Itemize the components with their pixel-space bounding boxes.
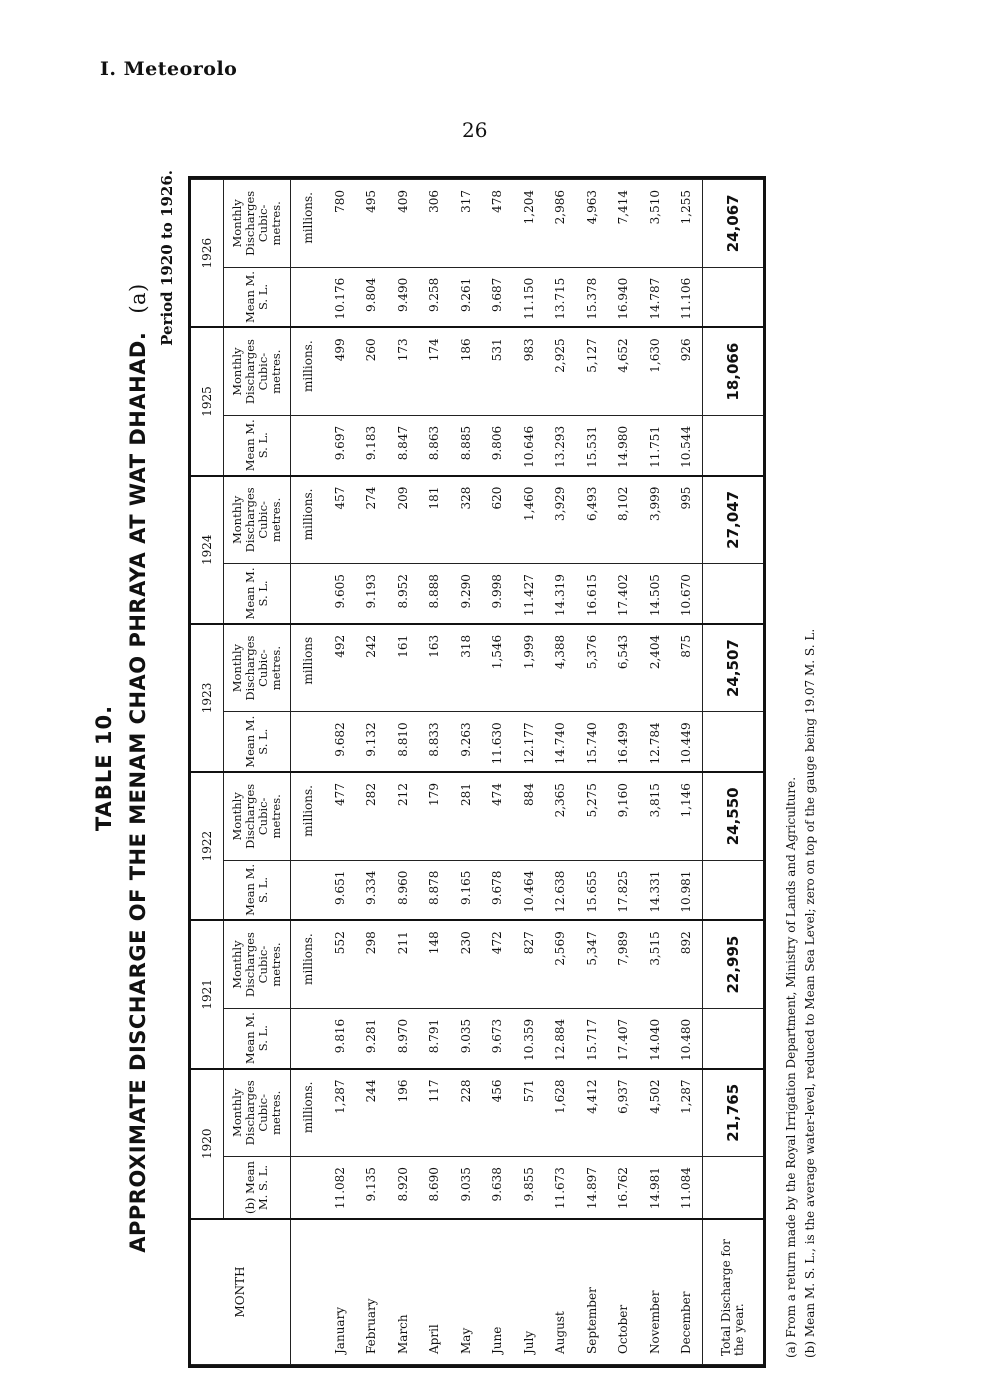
mean-msl-cell: 8.847 xyxy=(387,415,419,475)
month-label: November xyxy=(647,1290,662,1354)
discharge-cell: 5,127 xyxy=(576,327,608,415)
units-cell xyxy=(291,860,325,920)
units-cell xyxy=(291,267,325,327)
month-label: July xyxy=(521,1330,536,1354)
month-cell xyxy=(545,1219,577,1365)
units-cell xyxy=(291,1008,325,1068)
mean-msl-cell: 11.427 xyxy=(513,564,545,624)
mean-msl-cell: 14.040 xyxy=(639,1008,671,1068)
discharge-cell: 186 xyxy=(450,327,482,415)
discharge-cell: 892 xyxy=(671,920,703,1008)
mean-msl-cell: 9.263 xyxy=(450,712,482,772)
mean-msl-cell: 8.878 xyxy=(419,860,451,920)
discharge-cell: 4,388 xyxy=(545,624,577,712)
footnote-b: (b) Mean M. S. L., is the average water-level, reduced to Mean Sea Level; zero on top of the gauge being 19.07 M. S. L. xyxy=(803,628,817,1358)
mean-msl-cell: 13.293 xyxy=(545,415,577,475)
discharge-cell: 2,365 xyxy=(545,772,577,860)
mean-msl-header: Mean M. S. L. xyxy=(224,564,291,624)
mean-msl-cell: 9.687 xyxy=(482,267,514,327)
discharge-cell: 2,986 xyxy=(545,180,577,268)
mean-msl-cell: 17.402 xyxy=(608,564,640,624)
discharge-cell: 7,414 xyxy=(608,180,640,268)
mean-msl-cell: 10.449 xyxy=(671,712,703,772)
year-header: 1923 xyxy=(191,624,224,772)
discharge-cell: 328 xyxy=(450,476,482,564)
discharge-cell: 6,937 xyxy=(608,1069,640,1157)
discharge-header: Monthly Discharges Cubic-metres. xyxy=(224,476,291,564)
mean-msl-cell: 10.480 xyxy=(671,1008,703,1068)
discharge-cell: 8,102 xyxy=(608,476,640,564)
mean-msl-cell: 8.690 xyxy=(419,1157,451,1219)
units-cell: millions xyxy=(291,624,325,712)
discharge-cell: 3,510 xyxy=(639,180,671,268)
discharge-cell: 212 xyxy=(387,772,419,860)
mean-msl-cell: 15.655 xyxy=(576,860,608,920)
discharge-cell: 495 xyxy=(356,180,388,268)
table-title xyxy=(126,168,150,1368)
month-cell xyxy=(324,1219,356,1365)
discharge-cell: 282 xyxy=(356,772,388,860)
total-empty-cell xyxy=(703,1008,763,1068)
year-header: 1925 xyxy=(191,327,224,475)
discharge-cell: 230 xyxy=(450,920,482,1008)
mean-msl-cell: 9.490 xyxy=(387,267,419,327)
discharge-cell: 1,204 xyxy=(513,180,545,268)
mean-msl-cell: 17.407 xyxy=(608,1008,640,1068)
month-cell xyxy=(639,1219,671,1365)
mean-msl-cell: 10.544 xyxy=(671,415,703,475)
mean-msl-cell: 16.499 xyxy=(608,712,640,772)
discharge-cell: 3,815 xyxy=(639,772,671,860)
mean-msl-cell: 9.804 xyxy=(356,267,388,327)
mean-msl-cell: 15.717 xyxy=(576,1008,608,1068)
month-header: MONTH xyxy=(191,1219,291,1365)
mean-msl-cell: 16.762 xyxy=(608,1157,640,1219)
mean-msl-cell: 10.176 xyxy=(324,267,356,327)
section-heading: I. Meteorolo xyxy=(100,58,238,80)
table-row xyxy=(450,180,482,1365)
table-row xyxy=(324,180,356,1365)
mean-msl-cell: 14.981 xyxy=(639,1157,671,1219)
mean-msl-cell: 8.791 xyxy=(419,1008,451,1068)
mean-msl-cell: 12.638 xyxy=(545,860,577,920)
discharge-cell: 1,630 xyxy=(639,327,671,415)
mean-msl-cell: 11.106 xyxy=(671,267,703,327)
mean-msl-cell: 8.888 xyxy=(419,564,451,624)
discharge-cell: 318 xyxy=(450,624,482,712)
discharge-cell: 1,628 xyxy=(545,1069,577,1157)
mean-msl-cell: 15.378 xyxy=(576,267,608,327)
mean-msl-cell: 9.638 xyxy=(482,1157,514,1219)
discharge-header: Monthly Discharges Cubic-metres. xyxy=(224,180,291,268)
discharge-cell: 4,963 xyxy=(576,180,608,268)
month-cell xyxy=(419,1219,451,1365)
units-cell xyxy=(291,712,325,772)
mean-msl-cell: 14.787 xyxy=(639,267,671,327)
discharge-cell: 6,493 xyxy=(576,476,608,564)
total-empty-cell xyxy=(703,415,763,475)
discharge-cell: 457 xyxy=(324,476,356,564)
table-row xyxy=(419,180,451,1365)
discharge-cell: 995 xyxy=(671,476,703,564)
month-cell xyxy=(513,1219,545,1365)
month-label: June xyxy=(490,1326,505,1354)
discharge-cell: 2,925 xyxy=(545,327,577,415)
mean-msl-cell: 10.464 xyxy=(513,860,545,920)
mean-msl-cell: 9.258 xyxy=(419,267,451,327)
month-label: January xyxy=(332,1306,347,1354)
discharge-cell: 620 xyxy=(482,476,514,564)
total-discharge-cell: 24,507 xyxy=(703,624,763,712)
year-header: 1920 xyxy=(191,1069,224,1219)
title-note-ref: (a) xyxy=(126,283,150,314)
year-header: 1921 xyxy=(191,920,224,1068)
mean-msl-cell: 9.697 xyxy=(324,415,356,475)
units-cell: millions. xyxy=(291,920,325,1008)
discharge-cell: 5,376 xyxy=(576,624,608,712)
mean-msl-cell: 8.885 xyxy=(450,415,482,475)
mean-msl-cell: 9.183 xyxy=(356,415,388,475)
mean-msl-cell: 10.670 xyxy=(671,564,703,624)
discharge-cell: 1,287 xyxy=(671,1069,703,1157)
mean-msl-cell: 14.505 xyxy=(639,564,671,624)
month-cell xyxy=(387,1219,419,1365)
total-empty-cell xyxy=(703,564,763,624)
mean-msl-cell: 9.605 xyxy=(324,564,356,624)
total-discharge-cell: 24,067 xyxy=(703,180,763,268)
discharge-cell: 1,999 xyxy=(513,624,545,712)
discharge-cell: 244 xyxy=(356,1069,388,1157)
table-row xyxy=(576,180,608,1365)
mean-msl-cell: 14.319 xyxy=(545,564,577,624)
year-header: 1926 xyxy=(191,180,224,328)
mean-msl-cell: 9.290 xyxy=(450,564,482,624)
units-cell xyxy=(291,1157,325,1219)
month-cell xyxy=(671,1219,703,1365)
discharge-cell: 1,146 xyxy=(671,772,703,860)
discharge-cell: 571 xyxy=(513,1069,545,1157)
mean-msl-cell: 13.715 xyxy=(545,267,577,327)
year-header: 1922 xyxy=(191,772,224,920)
discharge-cell: 1,546 xyxy=(482,624,514,712)
table-row xyxy=(387,180,419,1365)
mean-msl-cell: 11.751 xyxy=(639,415,671,475)
discharge-cell: 499 xyxy=(324,327,356,415)
total-discharge-cell: 21,765 xyxy=(703,1069,763,1157)
total-empty-cell xyxy=(703,860,763,920)
total-label: Total Discharge for the year. xyxy=(703,1219,763,1365)
units-cell: millions. xyxy=(291,1069,325,1157)
discharge-cell: 827 xyxy=(513,920,545,1008)
mean-msl-cell: 14.980 xyxy=(608,415,640,475)
discharge-cell: 228 xyxy=(450,1069,482,1157)
mean-msl-cell: 9.855 xyxy=(513,1157,545,1219)
column-header-row xyxy=(224,180,291,1365)
discharge-cell: 281 xyxy=(450,772,482,860)
table-row xyxy=(356,180,388,1365)
discharge-cell: 242 xyxy=(356,624,388,712)
mean-msl-cell: 9.135 xyxy=(356,1157,388,1219)
discharge-cell: 478 xyxy=(482,180,514,268)
discharge-cell: 4,412 xyxy=(576,1069,608,1157)
mean-msl-header: Mean M. S. L. xyxy=(224,267,291,327)
mean-msl-cell: 10.981 xyxy=(671,860,703,920)
discharge-header: Monthly Discharges Cubic-metres. xyxy=(224,1069,291,1157)
discharge-cell: 474 xyxy=(482,772,514,860)
mean-msl-cell: 14.897 xyxy=(576,1157,608,1219)
mean-msl-cell: 14.740 xyxy=(545,712,577,772)
discharge-cell: 211 xyxy=(387,920,419,1008)
mean-msl-header: Mean M. S. L. xyxy=(224,712,291,772)
mean-msl-cell: 9.816 xyxy=(324,1008,356,1068)
mean-msl-cell: 8.920 xyxy=(387,1157,419,1219)
discharge-cell: 780 xyxy=(324,180,356,268)
mean-msl-cell: 8.970 xyxy=(387,1008,419,1068)
discharge-cell: 260 xyxy=(356,327,388,415)
discharge-cell: 174 xyxy=(419,327,451,415)
discharge-cell: 875 xyxy=(671,624,703,712)
discharge-cell: 161 xyxy=(387,624,419,712)
table-row xyxy=(545,180,577,1365)
total-discharge-cell: 18,066 xyxy=(703,327,763,415)
discharge-cell: 983 xyxy=(513,327,545,415)
discharge-cell: 3,515 xyxy=(639,920,671,1008)
total-discharge-cell: 24,550 xyxy=(703,772,763,860)
table-row xyxy=(482,180,514,1365)
table-number: TABLE 10. xyxy=(92,704,116,832)
mean-msl-cell: 11.630 xyxy=(482,712,514,772)
discharge-cell: 163 xyxy=(419,624,451,712)
month-label: February xyxy=(364,1298,379,1354)
mean-msl-cell: 16.615 xyxy=(576,564,608,624)
month-cell xyxy=(482,1219,514,1365)
discharge-cell: 306 xyxy=(419,180,451,268)
table-row xyxy=(671,180,703,1365)
discharge-cell: 5,275 xyxy=(576,772,608,860)
mean-msl-cell: 9.806 xyxy=(482,415,514,475)
discharge-header: Monthly Discharges Cubic-metres. xyxy=(224,624,291,712)
month-label: March xyxy=(395,1314,410,1354)
mean-msl-cell: 8.952 xyxy=(387,564,419,624)
units-cell xyxy=(291,564,325,624)
discharge-cell: 9,160 xyxy=(608,772,640,860)
mean-msl-cell: 9.132 xyxy=(356,712,388,772)
discharge-cell: 884 xyxy=(513,772,545,860)
mean-msl-cell: 16.940 xyxy=(608,267,640,327)
discharge-cell: 477 xyxy=(324,772,356,860)
mean-msl-cell: 9.998 xyxy=(482,564,514,624)
discharge-cell: 531 xyxy=(482,327,514,415)
month-cell xyxy=(450,1219,482,1365)
discharge-cell: 926 xyxy=(671,327,703,415)
total-empty-cell xyxy=(703,1157,763,1219)
discharge-header: Monthly Discharges Cubic-metres. xyxy=(224,920,291,1008)
discharge-cell: 2,569 xyxy=(545,920,577,1008)
units-cell xyxy=(291,415,325,475)
mean-msl-cell: 9.193 xyxy=(356,564,388,624)
units-row xyxy=(291,180,325,1365)
month-cell xyxy=(356,1219,388,1365)
discharge-cell: 472 xyxy=(482,920,514,1008)
mean-msl-cell: 8.810 xyxy=(387,712,419,772)
discharge-cell: 2,404 xyxy=(639,624,671,712)
discharge-cell: 456 xyxy=(482,1069,514,1157)
mean-msl-cell: 9.678 xyxy=(482,860,514,920)
discharge-table-frame xyxy=(188,176,766,1368)
footnote-a: (a) From a return made by the Royal Irrigation Department, Ministry of Lands and Agriculture. xyxy=(784,776,798,1358)
discharge-cell: 173 xyxy=(387,327,419,415)
discharge-cell: 7,989 xyxy=(608,920,640,1008)
table-row xyxy=(513,180,545,1365)
total-empty-cell xyxy=(703,267,763,327)
mean-msl-cell: 8.960 xyxy=(387,860,419,920)
mean-msl-header: Mean M. S. L. xyxy=(224,1008,291,1068)
month-label: October xyxy=(616,1304,631,1354)
page-number: 26 xyxy=(462,118,488,142)
discharge-cell: 1,287 xyxy=(324,1069,356,1157)
mean-msl-cell: 9.651 xyxy=(324,860,356,920)
footnotes xyxy=(782,629,820,1358)
discharge-cell: 409 xyxy=(387,180,419,268)
mean-msl-cell: 17.825 xyxy=(608,860,640,920)
month-cell xyxy=(576,1219,608,1365)
total-row xyxy=(703,180,763,1365)
mean-msl-cell: 11.150 xyxy=(513,267,545,327)
discharge-cell: 274 xyxy=(356,476,388,564)
discharge-cell: 181 xyxy=(419,476,451,564)
total-empty-cell xyxy=(703,712,763,772)
discharge-cell: 4,652 xyxy=(608,327,640,415)
mean-msl-header: (b) Mean M. S. L. xyxy=(224,1157,291,1219)
discharge-cell: 492 xyxy=(324,624,356,712)
mean-msl-cell: 11.082 xyxy=(324,1157,356,1219)
period-label: Period 1920 to 1926. xyxy=(158,170,176,346)
units-cell: millions. xyxy=(291,476,325,564)
mean-msl-cell: 9.035 xyxy=(450,1008,482,1068)
mean-msl-cell: 15.740 xyxy=(576,712,608,772)
discharge-cell: 317 xyxy=(450,180,482,268)
discharge-cell: 3,929 xyxy=(545,476,577,564)
discharge-cell: 4,502 xyxy=(639,1069,671,1157)
mean-msl-cell: 8.833 xyxy=(419,712,451,772)
discharge-cell: 1,255 xyxy=(671,180,703,268)
month-label: May xyxy=(458,1327,473,1354)
discharge-cell: 5,347 xyxy=(576,920,608,1008)
table-row xyxy=(608,180,640,1365)
mean-msl-cell: 8.863 xyxy=(419,415,451,475)
units-cell: millions. xyxy=(291,180,325,268)
discharge-header: Monthly Discharges Cubic-metres. xyxy=(224,327,291,415)
units-cell: millions. xyxy=(291,327,325,415)
mean-msl-cell: 12.784 xyxy=(639,712,671,772)
discharge-cell: 6,543 xyxy=(608,624,640,712)
discharge-table xyxy=(191,179,763,1365)
discharge-cell: 209 xyxy=(387,476,419,564)
rotated-table-page xyxy=(92,168,832,1368)
total-discharge-cell: 27,047 xyxy=(703,476,763,564)
mean-msl-cell: 11.673 xyxy=(545,1157,577,1219)
year-header-row xyxy=(191,180,224,1365)
total-discharge-cell: 22,995 xyxy=(703,920,763,1008)
mean-msl-cell: 9.682 xyxy=(324,712,356,772)
discharge-cell: 117 xyxy=(419,1069,451,1157)
mean-msl-cell: 14.331 xyxy=(639,860,671,920)
discharge-header: Monthly Discharges Cubic-metres. xyxy=(224,772,291,860)
mean-msl-cell: 11.084 xyxy=(671,1157,703,1219)
month-label: August xyxy=(553,1311,568,1354)
table-title-text: APPROXIMATE DISCHARGE OF THE MENAM CHAO PHRAYA AT WAT DHAHAD. xyxy=(126,331,150,1253)
discharge-cell: 298 xyxy=(356,920,388,1008)
month-cell xyxy=(608,1219,640,1365)
mean-msl-cell: 9.281 xyxy=(356,1008,388,1068)
discharge-cell: 148 xyxy=(419,920,451,1008)
mean-msl-cell: 10.359 xyxy=(513,1008,545,1068)
mean-msl-cell: 9.334 xyxy=(356,860,388,920)
units-month-cell xyxy=(291,1219,325,1365)
mean-msl-header: Mean M. S. L. xyxy=(224,860,291,920)
mean-msl-header: Mean M. S. L. xyxy=(224,415,291,475)
table-row xyxy=(639,180,671,1365)
discharge-cell: 179 xyxy=(419,772,451,860)
mean-msl-cell: 9.035 xyxy=(450,1157,482,1219)
discharge-cell: 552 xyxy=(324,920,356,1008)
mean-msl-cell: 15.531 xyxy=(576,415,608,475)
discharge-cell: 196 xyxy=(387,1069,419,1157)
mean-msl-cell: 9.261 xyxy=(450,267,482,327)
mean-msl-cell: 9.165 xyxy=(450,860,482,920)
month-label: September xyxy=(584,1287,599,1354)
month-label: December xyxy=(679,1291,694,1354)
mean-msl-cell: 12.177 xyxy=(513,712,545,772)
month-label: April xyxy=(427,1324,442,1354)
mean-msl-cell: 12.884 xyxy=(545,1008,577,1068)
units-cell: millions. xyxy=(291,772,325,860)
discharge-cell: 3,999 xyxy=(639,476,671,564)
mean-msl-cell: 9.673 xyxy=(482,1008,514,1068)
discharge-cell: 1,460 xyxy=(513,476,545,564)
year-header: 1924 xyxy=(191,476,224,624)
mean-msl-cell: 10.646 xyxy=(513,415,545,475)
